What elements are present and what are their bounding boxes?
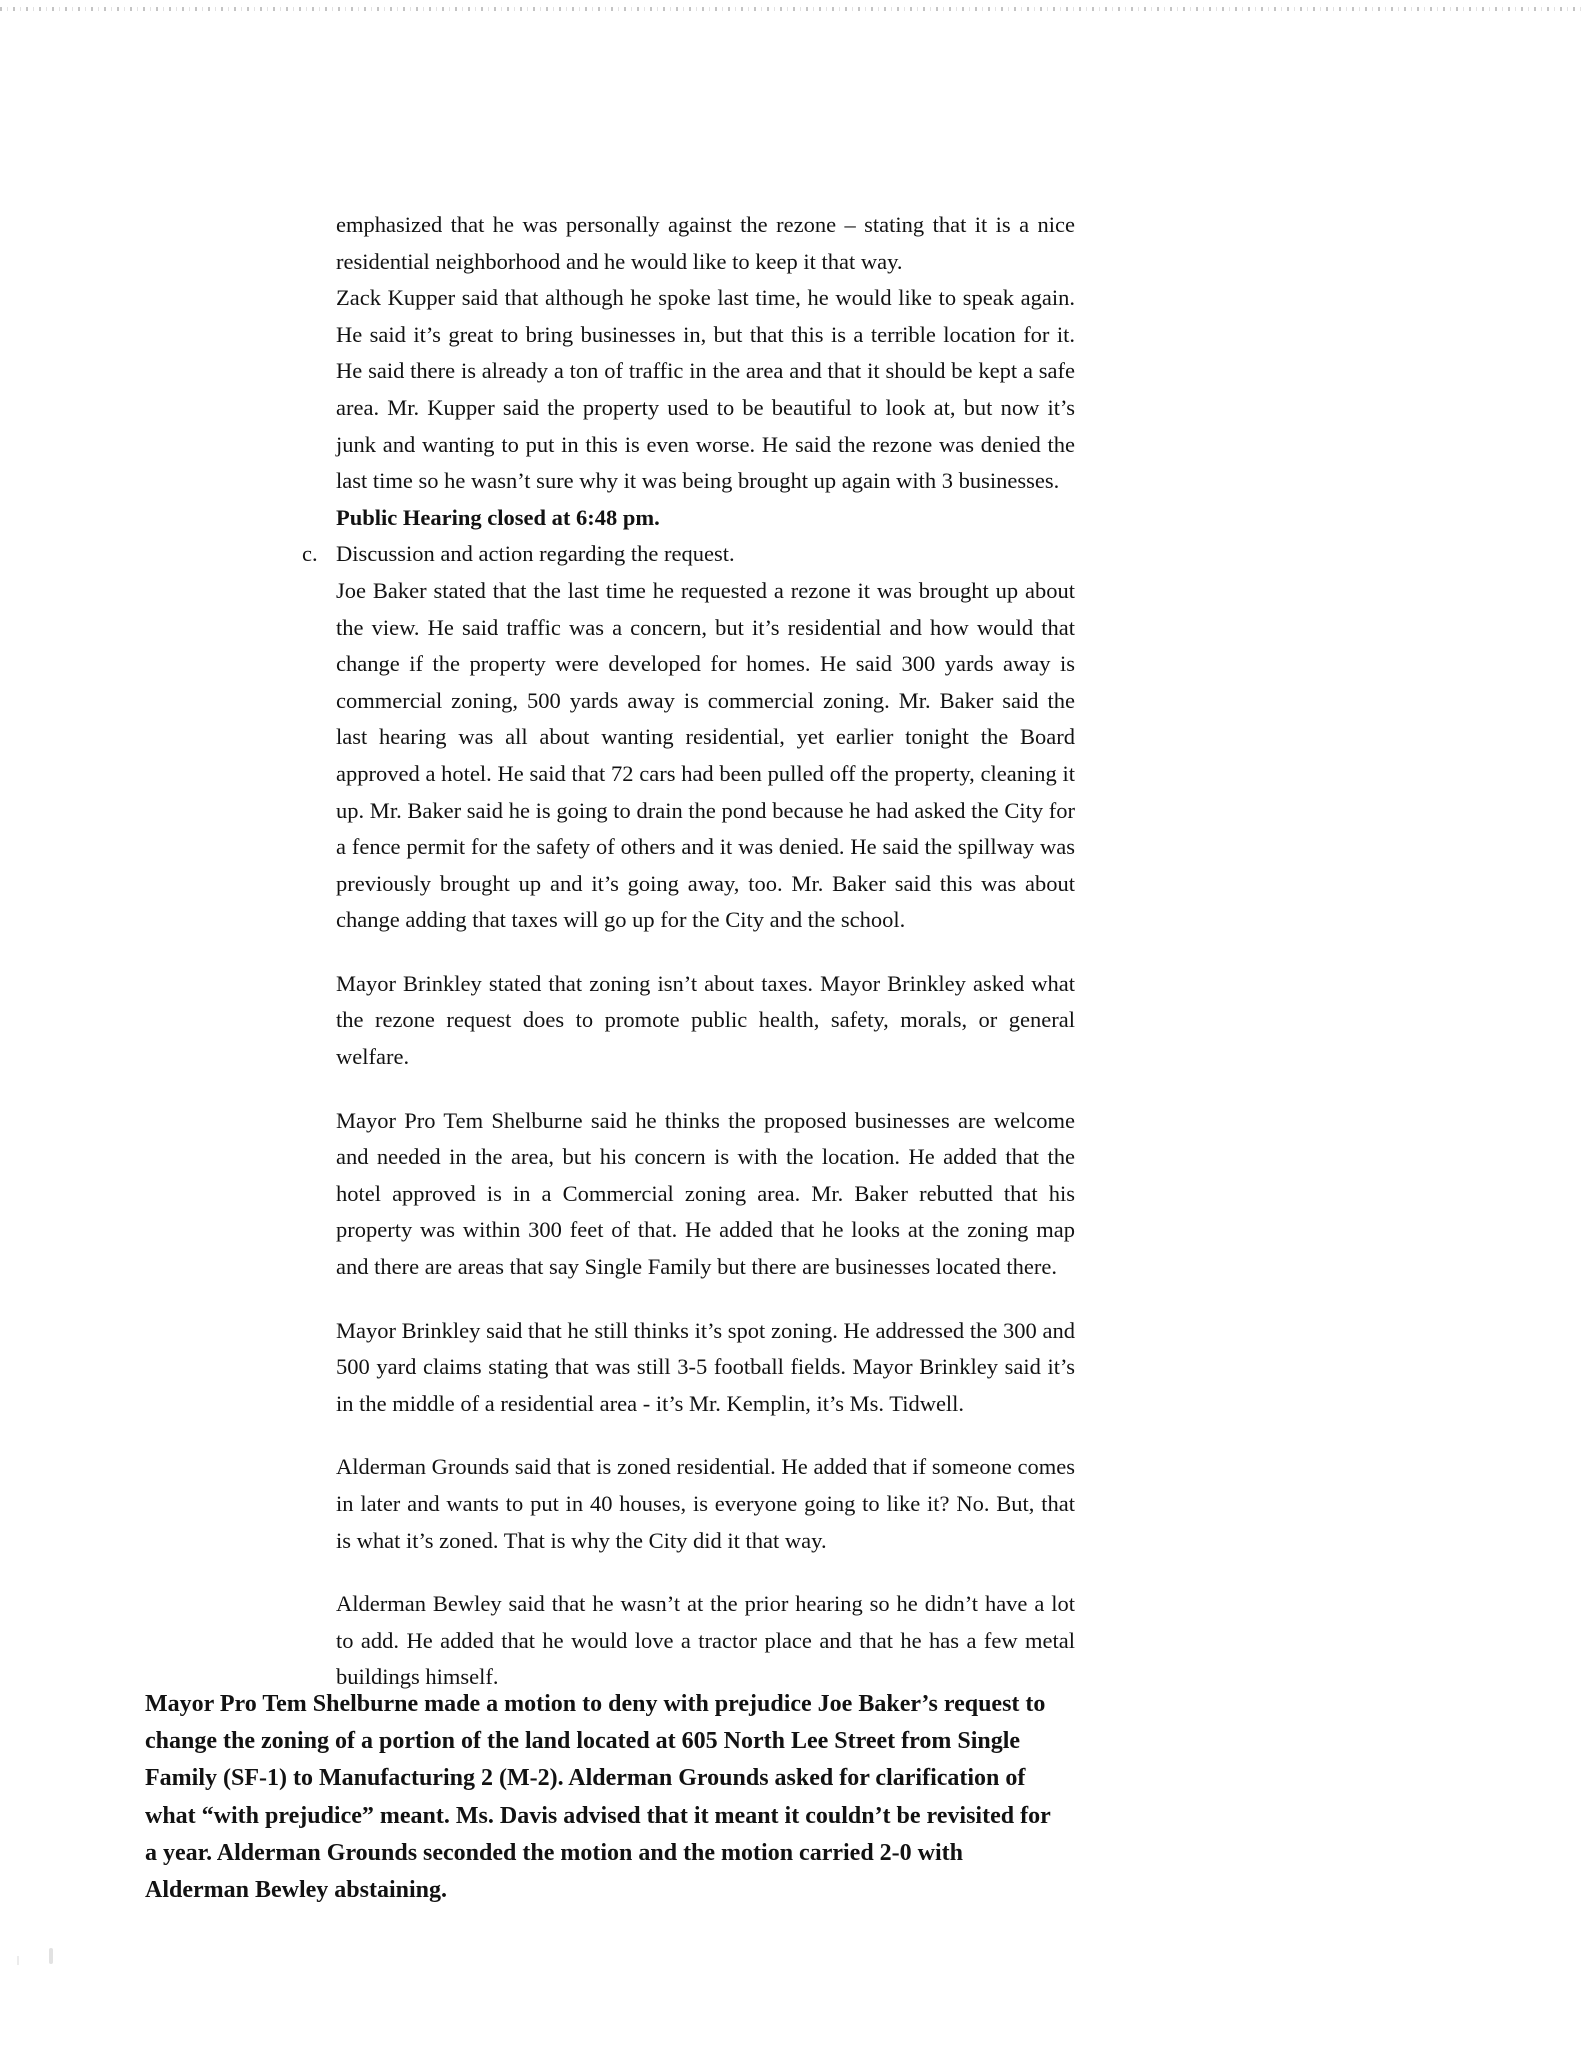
paragraph-kupper-comments: Zack Kupper said that although he spoke last time, he would like to speak again. He said it’s great to bring businesses in, but that this is a terrible location for it. He said there is already a ton of traffic in the area and that it should be kept a safe area. Mr. Kupper said the property used to be beautiful to look at, but now it’s junk and wanting to put in this is even worse. He said the rezone was denied the last time so he wasn’t sure why it was being brought up again with 3 businesses. [336,285,1075,494]
paragraph-shelburne-location: Mayor Pro Tem Shelburne said he thinks the proposed businesses are welcome and needed in the area, but his concern is with the location. He added that the hotel approved is in a Commercial zoning area. Mr. Baker rebutted that his property was within 300 feet of that. He added that he looks at the zoning map and there are areas that say Single Family but there are businesses located there. [336,1107,1075,1280]
scan-noise-line [0,7,1582,11]
agenda-item-c-marker: c. [302,541,318,567]
paragraph-brinkley-taxes: Mayor Brinkley stated that zoning isn’t about taxes. Mayor Brinkley asked what the rezone request does to promote public health, safety, morals, or general welfare. [336,970,1075,1070]
paragraph-bewley-comments: Alderman Bewley said that he wasn’t at the prior hearing so he didn’t have a lot to add. He added that he would love a tractor place and that he has a few metal buildings himself. [336,1591,1075,1690]
scan-speck [17,1956,19,1965]
paragraph-baker-statement: Joe Baker stated that the last time he requested a rezone it was brought up about the view. He said traffic was a concern, but it’s residential and how would that change if the property were developed for homes. He said 300 yards away is commercial zoning, 500 yards away is commercial zoning. Mr. Baker said the last hearing was all about wanting residential, yet earlier tonight the Board approved a hotel. He said that 72 cars had been pulled off the property, cleaning it up. Mr. Baker said he is going to drain the pond because he had asked the City for a fence permit for the safety of others and it was denied. He said the spillway was previously brought up and it’s going away, too. Mr. Baker said this was about change adding that taxes will go up for the City and the school. [336,577,1075,933]
paragraph-brinkley-spot-zoning: Mayor Brinkley said that he still thinks it’s spot zoning. He addressed the 300 and 500 yard claims stating that was still 3-5 football fields. Mayor Brinkley said it’s in the middle of a residential area - it’s Mr. Kemplin, it’s Ms. Tidwell. [336,1317,1075,1416]
paragraph-grounds-residential: Alderman Grounds said that is zoned residential. He added that if someone comes in later and wants to put in 40 houses, is everyone going to like it? No. But, that is what it’s zoned. That is why the City did it that way. [336,1454,1075,1553]
agenda-item-c [302,536,1075,573]
minutes-body-block [302,207,1075,1696]
public-hearing-closed-line: Public Hearing closed at 6:48 pm. [336,504,660,530]
agenda-item-c-text: Discussion and action regarding the request. [336,541,735,567]
motion-denied-paragraph [145,1686,1067,1909]
motion-denied-text: Mayor Pro Tem Shelburne made a motion to deny with prejudice Joe Baker’s request to change the zoning of a portion of the land located at 605 North Lee Street from Single Family (SF-1) to Manufacturing 2 (M-2). Alderman Grounds asked for clarification of what “with prejudice” meant. Ms. Davis advised that it meant it couldn’t be revisited for a year. Alderman Grounds seconded the motion and the motion carried 2-0 with Alderman Bewley abstaining. [145,1691,1051,1904]
paragraph-continuation: emphasized that he was personally against the rezone – stating that it is a nice residential neighborhood and he would like to keep it that way. [336,212,1075,274]
scan-speck [49,1948,53,1964]
